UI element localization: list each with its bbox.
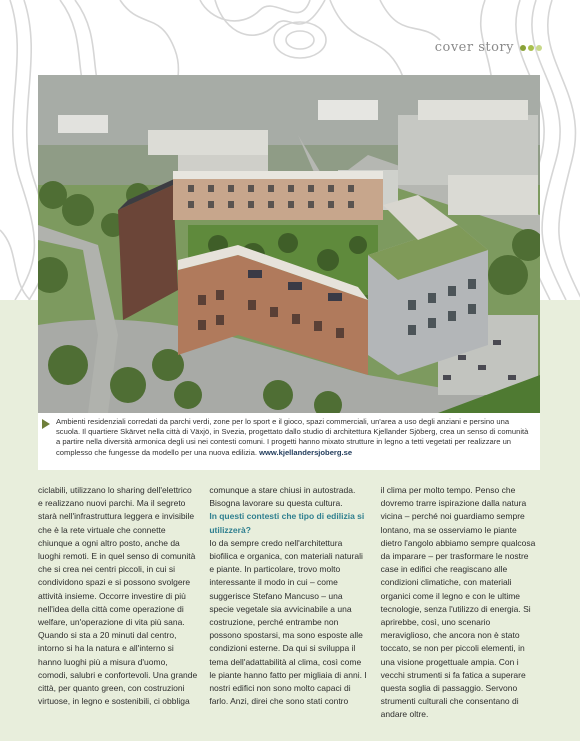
caption-url-link[interactable]: www.kjellandersjoberg.se bbox=[259, 447, 353, 457]
section-header bbox=[435, 40, 542, 55]
column-3-text: il clima per molto tempo. Penso che dovremo trarre ispirazione dalla natura vicina – perché noi guardiamo sempre lontano, ma se osserviamo le piante dietro l'angolo abbiamo sempre qualcosa da imparare – per trasformare le nostre case in edifici che reagiscano alle condizioni climatiche, con materiali organici come il legno e con le ultime tecnologie, senza l'utilizzo di energia. Si aprirebbe, così, uno scenario meraviglioso, che ancora non è stato toccato, se non per piccoli elementi, in una visione progettuale ampia. Con i vecchi strumenti si fa fatica a superare questa soglia di passaggio. Servono strumenti culturali che consentano di andare oltre. bbox=[380, 485, 536, 720]
article-column-3 bbox=[381, 484, 540, 729]
article-column-2 bbox=[209, 484, 368, 729]
column-2-intro: comunque a stare chiusi in autostrada. Bisogna lavorare su questa cultura. bbox=[209, 485, 356, 509]
article-column-1 bbox=[38, 484, 197, 729]
interview-question: In questi contesti che tipo di edilizia si utilizzerà? bbox=[209, 511, 365, 535]
aerial-photo-illustration bbox=[38, 75, 540, 413]
caption-arrow-icon bbox=[42, 419, 50, 429]
header-dot-2 bbox=[528, 45, 534, 51]
article-columns bbox=[38, 484, 540, 729]
section-label: cover story bbox=[434, 40, 514, 55]
column-1-text: ciclabili, utilizzano lo sharing dell'elettrico e realizzano nuovi parchi. Ma il segreto starà nell'infrastruttura leggera e invisibile che è la rete virtuale che connette chiunque a ogni altro posto, anche da luoghi remoti. E in quel senso di comunità che si crea nei centri piccoli, in cui si condividono spazi e si possono svolgere attività insieme. Occorre investire di più nell'idea della città come operazione di welfare, un'operazione di vita più sana. Quando si sta a 20 minuti dal centro, intorno si ha la natura e all'interno si hanno luoghi più a misura d'uomo, comodi, salubri e confortevoli. Una grande città, per quanto green, con costruzioni virtuose, in legno e sostenibili, ci obbliga bbox=[38, 485, 198, 707]
header-dots bbox=[520, 45, 542, 51]
header-dot-1 bbox=[520, 45, 526, 51]
aerial-photo bbox=[38, 75, 540, 413]
header-dot-3 bbox=[536, 45, 542, 51]
column-2-body: Io da sempre credo nell'architettura biofilica e organica, con materiali naturali e piante. In particolare, trovo molto interessante il modo in cui – come suggerisce Stefano Mancuso – una specie vegetale sia avvicinabile a una costruzione, perché entrambe non possono spostarsi, ma sono esposte alle condizioni esterne. Da qui si sviluppa il tema dell'adattabilità al clima, così come le piante hanno fatto per migliaia di anni. I nostri edifici non sono molto capaci di farlo. Anzi, direi che sono stati contro bbox=[209, 537, 367, 707]
photo-caption bbox=[38, 413, 540, 470]
caption-text: Ambienti residenziali corredati da parchi verdi, zone per lo sport e il gioco, spazi commerciali, un'area a uso degli anziani e persino una scuola. Il quartiere Skärvet nella città di Växjö, in Svezia, progettato dallo studio di architettura Kjellander Sjöberg, crea un senso di comunità a partire nella diversità armonica degli usi nei contesti comuni. I progetti hanno mixato strutture in legno a tetti vegetati per realizzare un complesso che fungesse da modello per una nuova edilizia. bbox=[56, 417, 529, 457]
